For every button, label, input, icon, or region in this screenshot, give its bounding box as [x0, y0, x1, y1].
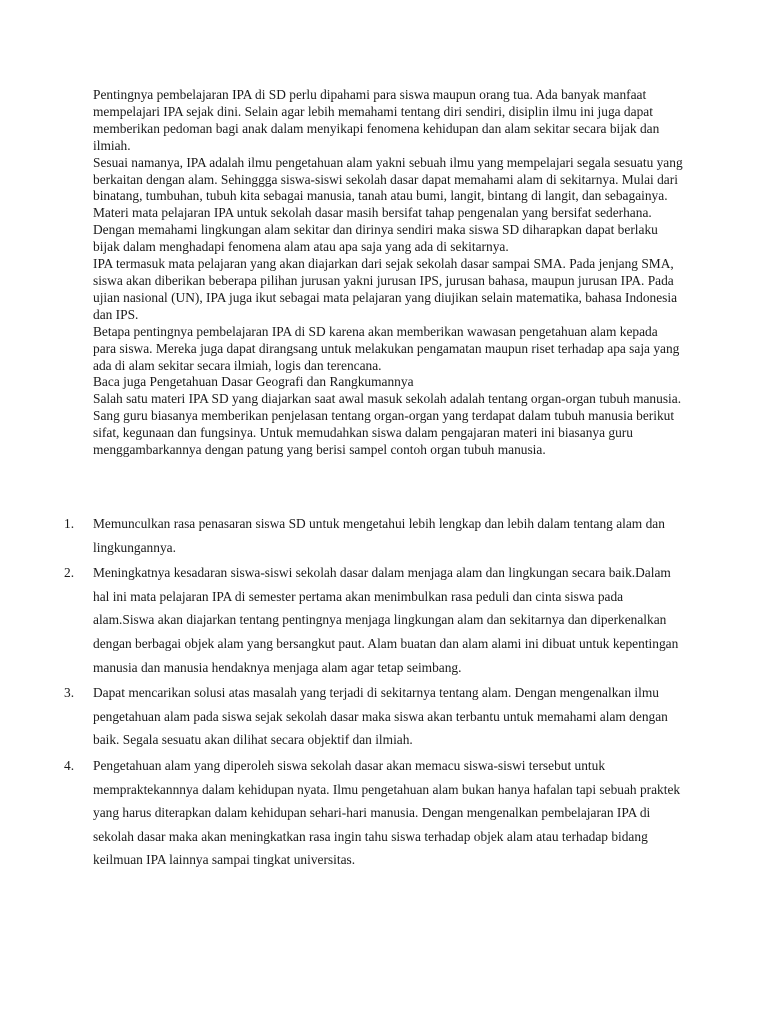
paragraph-intro: Pentingnya pembelajaran IPA di SD perlu dipahami para siswa maupun orang tua. Ada banyak manfaat mempelajari IPA sejak dini. Selain agar lebih memahami tentang diri sendiri, disiplin ilmu ini juga dapat memberikan pedoman bagi anak dalam menyikapi fenomena kehidupan dan alam sekitar secara bijak dan ilmiah. [93, 87, 660, 153]
paragraph-definition: Sesuai namanya, IPA adalah ilmu pengetahuan alam yakni sebuah ilmu yang mempelajari segala sesuatu yang berkaitan dengan alam. Sehinggga siswa-siswi sekolah dasar dapat memahami alam di sekitarnya. Mulai dari binatang, tumbuhan, tubuh kita sebagai manusia, tanah atau bumi, langit, bintang di langit, dan sebagainya. [93, 154, 683, 204]
list-text: Memunculkan rasa penasaran siswa SD untuk mengetahui lebih lengkap dan lebih dalam tentang alam dan lingkungannya. [93, 516, 665, 555]
list-item [64, 561, 684, 679]
list-text: Dapat mencarikan solusi atas masalah yang terjadi di sekitarnya tentang alam. Dengan mengenalkan ilmu pengetahuan alam pada siswa sejak sekolah dasar maka siswa akan terbantu untuk memahami alam dengan baik. Segala sesuatu akan dilihat secara objektif dan ilmiah. [93, 685, 668, 748]
benefits-list [64, 512, 684, 874]
list-text: Pengetahuan alam yang diperoleh siswa sekolah dasar akan memacu siswa-siswi tersebut untuk mempraktekannnya dalam kehidupan nyata. Ilmu pengetahuan alam bukan hanya hafalan tapi sebuah praktek yang harus diterapkan dalam kehidupan sehari-hari manusia. Dengan mengenalkan pembelajaran IPA di sekolah dasar maka akan meningkatkan rasa ingin tahu siswa terhadap objek alam atau terhadap bidang keilmuan IPA lainnya sampai tingkat universitas. [93, 757, 681, 868]
list-item [64, 681, 684, 752]
paragraph-curriculum: IPA termasuk mata pelajaran yang akan diajarkan dari sejak sekolah dasar sampai SMA. Pada jenjang SMA, siswa akan diberikan beberapa pilihan jurusan yakni jurusan IPS, jurusan bahasa, maupun jurusan IPA. Pada ujian nasional (UN), IPA juga ikut sebagai mata pelajaran yang diujikan selain matematika, bahasa Indonesia dan IPS. [93, 256, 678, 322]
paragraph-read-also: Baca juga Pengetahuan Dasar Geografi dan Rangkumannya [93, 374, 414, 390]
paragraph-organs: Salah satu materi IPA SD yang diajarkan saat awal masuk sekolah adalah tentang organ-organ tubuh manusia. Sang guru biasanya memberikan penjelasan tentang organ-organ yang terdapat dalam tubuh manusia berikut sifat, kegunaan dan fungsinya. Untuk memudahkan siswa dalam pengajaran materi ini biasanya guru menggambarkannya dengan patung yang berisi sampel contoh organ tubuh manusia. [93, 391, 682, 458]
paragraph-importance: Betapa pentingnya pembelajaran IPA di SD karena akan memberikan wawasan pengetahuan alam kepada para siswa. Mereka juga dapat dirangsang untuk melakukan pengamatan maupun riset terhadap apa saja yang ada di alam sekitar secara ilmiah, logis dan terencana. [93, 323, 680, 373]
list-number: 2. [64, 565, 75, 581]
list-item [64, 512, 684, 559]
paragraph-material: Materi mata pelajaran IPA untuk sekolah dasar masih bersifat tahap pengenalan yang bersifat sederhana. Dengan memahami lingkungan alam sekitar dan dirinya sendiri maka siswa SD diharapkan dapat berlaku bijak dalam menghadapi fenomena alam atau apa saja yang ada di sekitarnya. [93, 205, 658, 255]
body-text [93, 87, 683, 459]
list-number: 1. [64, 516, 75, 531]
list-item [64, 754, 684, 872]
list-number: 3. [64, 685, 75, 701]
list-number: 4. [64, 757, 75, 773]
list-text: Meningkatnya kesadaran siswa-siswi sekolah dasar dalam menjaga alam dan lingkungan secara baik.Dalam hal ini mata pelajaran IPA di semester pertama akan menimbulkan rasa peduli dan cinta siswa pada alam.Siswa akan diajarkan tentang pentingnya menjaga lingkungan alam dan sekitarnya dan diperkenalkan dengan berbagai objek alam yang bersangkut paut. Alam buatan dan alam alami ini dibuat untuk kepentingan manusia dan manusia hendaknya menjaga alam agar tetap seimbang. [93, 565, 679, 675]
